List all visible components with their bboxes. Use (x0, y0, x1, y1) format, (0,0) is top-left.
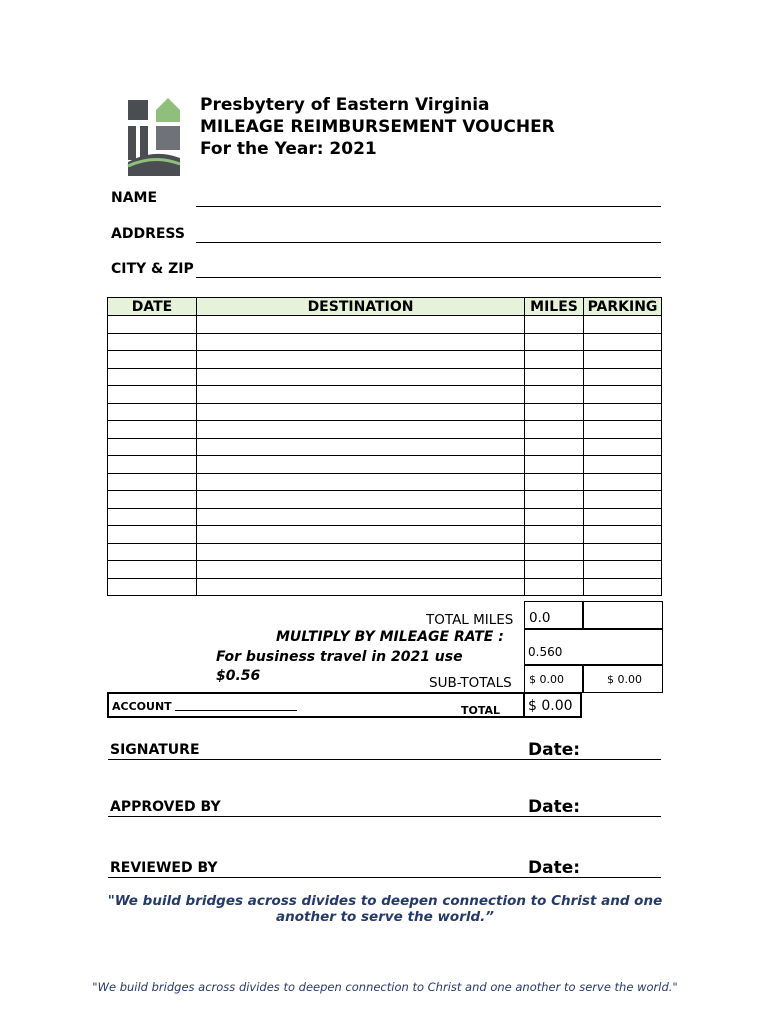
multiply-rate-label: MULTIPLY BY MILEAGE RATE : (276, 629, 504, 645)
rate-value: 0.560 (528, 645, 563, 659)
column-header-parking: PARKING (584, 298, 662, 316)
footer-quote: "We build bridges across divides to deepen connection to Christ and one another to serve the world." (92, 980, 678, 994)
cell-miles[interactable] (525, 456, 584, 474)
cell-miles[interactable] (525, 491, 584, 509)
cell-date[interactable] (108, 578, 197, 596)
cell-date[interactable] (108, 386, 197, 404)
cell-date[interactable] (108, 561, 197, 579)
year-line: For the Year: 2021 (200, 139, 377, 159)
cell-destination[interactable] (197, 333, 525, 351)
column-header-date: DATE (108, 298, 197, 316)
cell-destination[interactable] (197, 543, 525, 561)
cell-miles[interactable] (525, 473, 584, 491)
account-field[interactable] (175, 710, 297, 711)
column-header-miles: MILES (525, 298, 584, 316)
cell-date[interactable] (108, 351, 197, 369)
cell-parking[interactable] (584, 386, 662, 404)
signature-date-label: Date: (528, 740, 581, 760)
cell-date[interactable] (108, 491, 197, 509)
cell-miles[interactable] (525, 561, 584, 579)
table-body (108, 316, 662, 596)
city-zip-label: CITY & ZIP (111, 261, 194, 277)
cell-miles[interactable] (525, 526, 584, 544)
cell-destination[interactable] (197, 421, 525, 439)
account-total-box (107, 692, 582, 718)
cell-parking[interactable] (584, 473, 662, 491)
cell-miles[interactable] (525, 386, 584, 404)
city-zip-field[interactable] (196, 277, 661, 278)
total-label: TOTAL (461, 704, 501, 717)
cell-destination[interactable] (197, 403, 525, 421)
cell-miles[interactable] (525, 578, 584, 596)
form-title: MILEAGE REIMBURSEMENT VOUCHER (200, 117, 555, 137)
total-miles-label: TOTAL MILES (426, 612, 514, 628)
cell-destination[interactable] (197, 491, 525, 509)
cell-destination[interactable] (197, 386, 525, 404)
cell-miles[interactable] (525, 543, 584, 561)
reviewed-by-line[interactable] (108, 877, 661, 878)
table-row (108, 508, 662, 526)
subtotal-miles-box (524, 664, 584, 693)
cell-parking[interactable] (584, 456, 662, 474)
cell-date[interactable] (108, 316, 197, 334)
address-label: ADDRESS (111, 226, 185, 242)
cell-date[interactable] (108, 456, 197, 474)
cell-destination[interactable] (197, 368, 525, 386)
table-row (108, 403, 662, 421)
cell-date[interactable] (108, 543, 197, 561)
table-row (108, 543, 662, 561)
rate-box (524, 628, 663, 666)
cell-parking[interactable] (584, 578, 662, 596)
cell-date[interactable] (108, 508, 197, 526)
table-row (108, 351, 662, 369)
cell-parking[interactable] (584, 368, 662, 386)
cell-parking[interactable] (584, 543, 662, 561)
cell-miles[interactable] (525, 333, 584, 351)
cell-parking[interactable] (584, 561, 662, 579)
account-label: ACCOUNT (112, 700, 172, 713)
column-header-destination: DESTINATION (197, 298, 525, 316)
table-row (108, 526, 662, 544)
cell-destination[interactable] (197, 561, 525, 579)
cell-parking[interactable] (584, 526, 662, 544)
cell-miles[interactable] (525, 508, 584, 526)
rate-note-line2: $0.56 (216, 668, 261, 684)
cell-date[interactable] (108, 438, 197, 456)
cell-parking[interactable] (584, 316, 662, 334)
cell-destination[interactable] (197, 316, 525, 334)
reviewed-date-label: Date: (528, 858, 581, 878)
cell-date[interactable] (108, 473, 197, 491)
cell-date[interactable] (108, 526, 197, 544)
approved-by-label: APPROVED BY (110, 799, 221, 815)
cell-destination[interactable] (197, 526, 525, 544)
signature-line[interactable] (108, 759, 661, 760)
subtotal-miles-value: $ 0.00 (529, 673, 564, 686)
table-row (108, 578, 662, 596)
presbytery-logo (126, 96, 182, 178)
cell-miles[interactable] (525, 316, 584, 334)
cell-parking[interactable] (584, 403, 662, 421)
table-row (108, 316, 662, 334)
table-row (108, 456, 662, 474)
total-miles-parking-box (582, 601, 663, 630)
cell-destination[interactable] (197, 438, 525, 456)
cell-date[interactable] (108, 368, 197, 386)
reviewed-by-label: REVIEWED BY (110, 860, 218, 876)
total-miles-box (524, 601, 584, 630)
total-divider (523, 694, 525, 716)
form-header (200, 94, 555, 160)
cell-parking[interactable] (584, 491, 662, 509)
signature-label: SIGNATURE (110, 742, 200, 758)
approved-date-label: Date: (528, 797, 581, 817)
table-row (108, 473, 662, 491)
cell-parking[interactable] (584, 508, 662, 526)
cell-parking[interactable] (584, 438, 662, 456)
rate-note-line1: For business travel in 2021 use (216, 649, 463, 665)
cell-date[interactable] (108, 421, 197, 439)
mileage-table (107, 297, 662, 596)
address-field[interactable] (196, 242, 661, 243)
total-value: $ 0.00 (528, 698, 573, 714)
subtotal-parking-value: $ 0.00 (607, 673, 642, 686)
cell-parking[interactable] (584, 421, 662, 439)
table-row (108, 561, 662, 579)
table-row (108, 386, 662, 404)
cell-miles[interactable] (525, 403, 584, 421)
cell-parking[interactable] (584, 333, 662, 351)
cell-date[interactable] (108, 333, 197, 351)
cell-miles[interactable] (525, 438, 584, 456)
cell-destination[interactable] (197, 456, 525, 474)
cell-miles[interactable] (525, 368, 584, 386)
cell-date[interactable] (108, 403, 197, 421)
mission-quote (100, 893, 670, 925)
mission-quote-line1: "We build bridges across divides to deepen connection to Christ and one (107, 893, 663, 909)
cell-miles[interactable] (525, 351, 584, 369)
subtotal-parking-box (582, 664, 663, 693)
table-row (108, 491, 662, 509)
total-miles-value: 0.0 (529, 610, 551, 626)
org-name: Presbytery of Eastern Virginia (200, 95, 490, 115)
cell-destination[interactable] (197, 473, 525, 491)
name-field[interactable] (196, 206, 661, 207)
table-row (108, 368, 662, 386)
cell-destination[interactable] (197, 351, 525, 369)
mission-quote-line2: another to serve the world.” (276, 909, 494, 925)
table-row (108, 438, 662, 456)
cell-parking[interactable] (584, 351, 662, 369)
subtotals-label: SUB-TOTALS (429, 675, 512, 691)
cell-miles[interactable] (525, 421, 584, 439)
name-label: NAME (111, 190, 158, 206)
table-row (108, 333, 662, 351)
cell-destination[interactable] (197, 508, 525, 526)
table-row (108, 421, 662, 439)
cell-destination[interactable] (197, 578, 525, 596)
approved-by-line[interactable] (108, 816, 661, 817)
